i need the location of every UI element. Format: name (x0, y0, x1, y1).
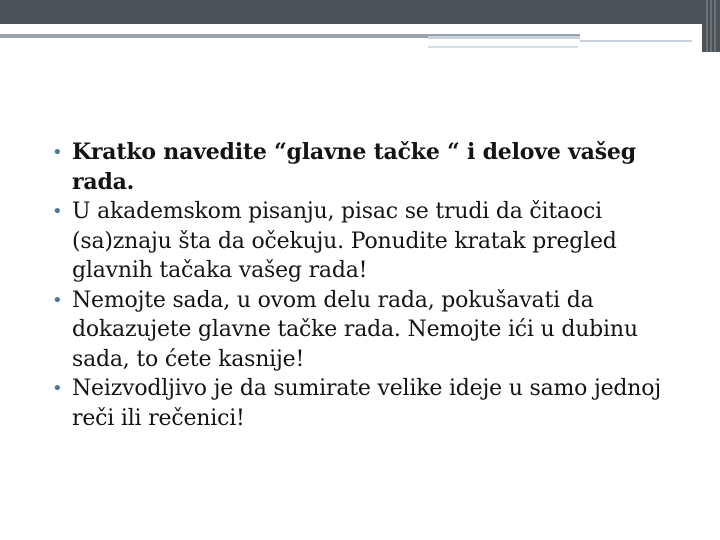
bullet-marker: • (52, 378, 63, 399)
bullet-item (52, 374, 692, 433)
bullet-text-4: Neizvodljivo je da sumirate velike ideje u samo jednoj reči ili rečenici! (72, 376, 661, 431)
bullet-marker: • (52, 201, 63, 222)
title-rule-short (428, 46, 578, 48)
bullet-marker: • (52, 142, 63, 163)
bullet-text-2: U akademskom pisanju, pisac se trudi da čitaoci (sa)znaju šta da očekuju. Ponudite kratak pregled glavnih tačaka vašeg rada! (72, 199, 617, 283)
bullet-marker: • (52, 289, 63, 311)
bullet-item (52, 197, 692, 286)
bullet-item (52, 138, 692, 197)
header-decoration (0, 0, 720, 60)
bullet-text-1: Kratko navedite “glavne tačke “ i delove vašeg rada. (72, 139, 636, 195)
bullet-text-3: Nemojte sada, u ovom delu rada, pokušavati da dokazujete glavne tačke rada. Nemojte ići u dubinu sada, to ćete kasnije! (72, 287, 638, 372)
bullet-list (52, 138, 692, 433)
top-band (0, 0, 702, 24)
bullet-item (52, 286, 692, 375)
title-rule-right (428, 36, 580, 39)
title-rule-accent (580, 40, 692, 42)
